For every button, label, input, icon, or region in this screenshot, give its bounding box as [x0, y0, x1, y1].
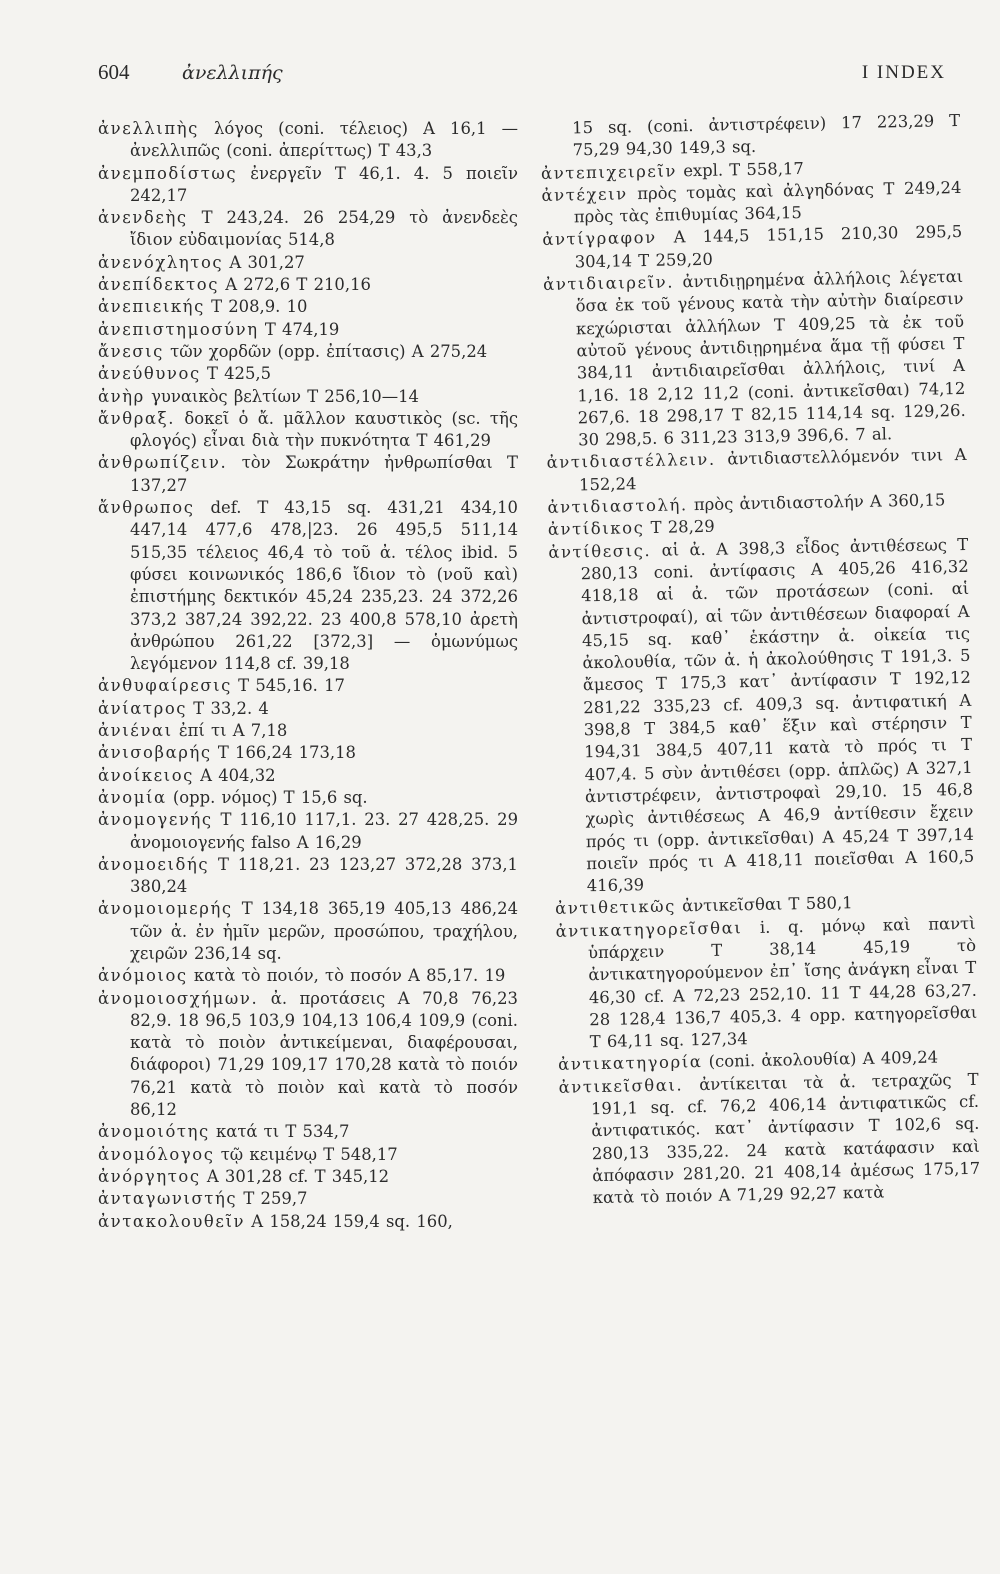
running-head: ἀνελλιπής: [182, 62, 283, 84]
index-headword: ἀνισοβαρής: [98, 743, 212, 763]
index-entry-text: T 134,18 365,19 405,13 486,24 τῶν ἀ. ἐν ἡμῖν μερῶν, προσώπου, τραχήλου, χειρῶν 236,14 sq.: [130, 899, 518, 963]
index-headword: ἀνομοιομερής: [98, 899, 233, 919]
index-headword: ἀντιδιαστολή.: [547, 495, 688, 517]
index-entry: [98, 296, 518, 318]
index-headword: ἀντίθεσις.: [548, 540, 652, 562]
index-headword: ἀνόμοιος: [98, 966, 188, 986]
index-entry-text: ἐνεργεῖν T 46,1. 4. 5 ποιεῖν 242,17: [130, 163, 518, 205]
index-entry-text: τῷ κειμένῳ T 548,17: [214, 1144, 398, 1164]
index-headword: ἄνεσις: [98, 341, 164, 361]
index-entry-text: expl. T 558,17: [676, 158, 804, 180]
index-entry-text: ἀντικεῖσθαι T 580,1: [675, 893, 853, 916]
index-entry-text: ἀντιδιῃρημένα ἀλλήλοις λέγεται ὅσα ἐκ τοῦ γένους κατὰ τὴν αὐτὴν διαίρεσιν κεχώρισται ἀλλήλων T 409,25 τὰ ἐκ τοῦ αὐτοῦ γένους ἀντιδιῃρημένα ἅμα τῇ φύσει T 384,11 ἀντιδιαιρεῖσθαι ἀλλήλοις, τινί A 1,16. 18 2,12 11,2 (coni. ἀντικεῖσθαι) 74,12 267,6. 18 298,17 T 82,15 114,14 sq. 129,26. 30 298,5. 6 311,23 313,9 396,6. 7 al.: [575, 266, 966, 450]
index-entry-text: T 166,24 173,18: [211, 743, 356, 763]
index-entry-text: ἀ. προτάσεις A 70,8 76,23 82,9. 18 96,5 103,9 104,13 106,4 109,9 (coni. κατὰ τὸ ποιὸν ἀντικείμεναι, διαφέρουσαι, διάφοροι) 71,29 109,17 170,28 κατὰ τὸ ποιόν 76,21 κατὰ τὸ ποιὸν καὶ κατὰ τὸ ποσόν 86,12: [130, 988, 518, 1120]
index-entry: [98, 408, 518, 453]
page-number: 604: [98, 60, 130, 84]
index-headword: ἀνενδεὴς: [98, 208, 188, 228]
index-headword: ἄνθραξ.: [98, 408, 176, 428]
index-entry-text: T 28,29: [644, 517, 715, 538]
index-headword: ἀνομοειδής: [98, 854, 210, 874]
index-entry-text: T 545,16. 17: [231, 676, 345, 696]
index-entry: [98, 698, 518, 720]
index-entry: [98, 720, 518, 742]
index-entry: [98, 163, 518, 208]
index-headword: ἀνεπίδεκτος: [98, 275, 220, 295]
index-entry-text: δοκεῖ ὁ ἄ. μᾶλλον καυστικὸς (sc. τῆς φλογός) εἶναι διὰ τὴν πυκνότητα T 461,29: [130, 408, 518, 451]
index-headword: ἀνεμποδίστως: [98, 163, 238, 183]
index-entry: [555, 912, 977, 1054]
index-headword: ἀνελλιπὴς: [98, 119, 199, 138]
index-headword: ἀνοίκειος: [98, 765, 194, 785]
index-entry: [98, 386, 518, 408]
index-entry-text: κατά τι T 534,7: [209, 1122, 350, 1142]
index-headword: ἀνθυφαίρεσις: [98, 676, 232, 696]
index-headword: ἀντίδικος: [547, 518, 645, 540]
index-headword: ἀνενόχλητος: [98, 252, 224, 272]
index-column-right: [540, 110, 981, 1210]
index-entry: [98, 1144, 518, 1166]
index-entry-text: λόγος (coni. τέλειος) A 16,1 — ἀνελλιπῶς (coni. ἀπερίττως) T 43,3: [130, 119, 518, 161]
index-headword: ἀνταγωνιστής: [98, 1189, 238, 1209]
index-column-left: [98, 118, 518, 1233]
index-entry: [98, 988, 518, 1122]
index-entry-text: T 243,24. 26 254,29 τὸ ἀνενδεὲς ἴδιον εὐδαιμονίας 514,8: [130, 208, 518, 250]
index-entry-text: 15 sq. (coni. ἀντιστρέφειν) 17 223,29 T 75,29 94,30 149,3 sq.: [572, 110, 961, 160]
index-entry-text: γυναικὸς βελτίων T 256,10—14: [144, 386, 419, 406]
index-headword: ἀνίατρος: [98, 698, 188, 718]
index-entry: [98, 1211, 518, 1233]
index-entry: [98, 1188, 518, 1210]
index-entry-text: T 208,9. 10: [204, 297, 308, 317]
index-entry-text: ἐπί τι A 7,18: [172, 721, 288, 741]
index-entry: [542, 221, 963, 274]
index-entry-text: A 404,32: [193, 765, 276, 785]
index-entry: [98, 1121, 518, 1143]
index-entry: [98, 787, 518, 809]
section-title: I INDEX: [861, 62, 946, 83]
index-entry-text: T 118,21. 23 123,27 372,28 373,1 380,24: [130, 854, 518, 897]
index-entry-text: (opp. νόμος) T 15,6 sq.: [166, 787, 368, 807]
index-headword: ἀνομία: [98, 787, 167, 807]
index-entry: [541, 177, 962, 230]
index-entry: [558, 1069, 980, 1211]
index-headword: ἀνομόλογος: [98, 1144, 215, 1164]
index-entry: [98, 809, 518, 854]
index-entry: [98, 363, 518, 385]
index-entry-text: A 301,28 cf. T 345,12: [200, 1166, 390, 1186]
index-entry-text: αἱ ἀ. A 398,3 εἶδος ἀντιθέσεως T 280,13 coni. ἀντίφασις A 405,26 416,32 418,18 αἱ ἀ. τῶν προτάσεων (coni. αἱ ἀντιστροφαί), αἱ τῶν ἀντιθέσεων διαφοραί A 45,15 sq. καθ᾽ ἑκάστην ἀ. οἰκεία τις ἀκολουθία, τῶν ἀ. ἡ ἀκολούθησις T 191,3. 5 ἄμεσος T 175,3 κατ᾽ ἀντίφασιν T 192,12 281,22 335,23 cf. 409,3 sq. ἀντιφατική A 398,8 T 384,5 καθ᾽ ἕξιν καὶ στέρησιν T 194,31 384,5 407,11 κατὰ τὸ πρός τι T 407,4. 5 σὺν ἀντιθέσει (opp. ἁπλῶς) A 327,1 ἀντιστρέφειν, ἀντιστροφαὶ 29,10. 15 46,8 χωρὶς ἀντιθέσεως A 46,9 ἀντίθεσιν ἔχειν πρός τι (opp. ἀντικεῖσθαι) A 45,24 T 397,14 ποιεῖν πρός τι A 418,11 ποιεῖσθαι A 160,5 416,39: [580, 534, 975, 896]
index-entry: [98, 675, 518, 697]
index-headword: ἀντικατηγορία: [557, 1052, 703, 1075]
index-headword: ἀντιθετικῶς: [555, 896, 677, 919]
index-headword: ἀνιέναι: [98, 721, 173, 741]
index-entry: [98, 742, 518, 764]
index-entry-text: T 425,5: [200, 364, 272, 384]
index-entry: [98, 765, 518, 787]
index-entry-text: def. T 43,15 sq. 431,21 434,10 447,14 477,6 478,|23. 26 495,5 511,14 515,35 τέλειος 46,4 τὸ τοῦ ἀ. τέλος ibid. 5 φύσει κοινωνικός 186,6 ἴδιον τὸ (νοῦ καὶ) ἐπιστήμης δεκτικόν 45,24 235,23. 24 372,26 373,2 387,24 392,22. 23 400,8 578,10 ἀρετὴ ἀνθρώπου 261,22 [372,3] — ὁμωνύμως λεγόμενον 114,8 cf. 39,18: [130, 498, 518, 674]
index-entry: [546, 444, 967, 497]
index-headword: ἀντιδιαιρεῖν.: [543, 272, 675, 295]
index-entry: [98, 898, 518, 965]
index-entry: [98, 341, 518, 363]
index-entry-text: ἀντίκειται τὰ ἀ. τετραχῶς T 191,1 sq. cf. 76,2 406,14 ἀντιφατικῶς cf. ἀντιφατικός. κατ᾽ ἀντίφασιν T 102,6 sq. 280,13 335,22. 24 κατὰ κατάφασιν καὶ ἀπόφασιν 281,20. 21 408,14 ἀμέσως 175,17 κατὰ τὸ ποιόν A 71,29 92,27 κατὰ: [590, 1069, 981, 1208]
index-entry: [98, 854, 518, 899]
index-headword: ἀνομογενής: [98, 810, 213, 830]
index-entry: [98, 252, 518, 274]
index-entry-text: i. q. μόνῳ καὶ παντὶ ὑπάρχειν T 38,14 45,19 τὸ ἀντικατηγορούμενον ἐπ᾽ ἴσης ἀνάγκη εἶναι T 46,30 cf. A 72,23 252,10. 11 T 44,28 63,27. 28 128,4 136,7 405,3. 4 opp. κατηγορεῖσθαι T 64,11 sq. 127,34: [587, 913, 978, 1052]
index-headword: ἀντικατηγορεῖσθαι: [555, 917, 743, 941]
index-headword: ἀντακολουθεῖν: [98, 1211, 246, 1231]
index-entry: [98, 497, 518, 675]
index-entry-text: T 116,10 117,1. 23. 27 428,25. 29 ἀνομοιογενής falso A 16,29: [130, 810, 518, 852]
index-headword: ἀνομοιοσχήμων.: [98, 988, 259, 1008]
page-header: [98, 60, 946, 94]
index-entry-text: A 301,27: [223, 252, 305, 272]
index-entry: [98, 1166, 518, 1188]
index-entry-text: τῶν χορδῶν (opp. ἐπίτασις) A 275,24: [163, 341, 488, 361]
index-headword: ἀνόργητος: [98, 1166, 201, 1186]
index-headword: ἀντιδιαστέλλειν.: [546, 450, 716, 473]
index-entry-text: ἀντιδιαστελλόμενόν τινι A 152,24: [578, 445, 967, 495]
index-entry-text: T 259,7: [237, 1189, 308, 1209]
index-headword: ἀντέχειν: [541, 184, 628, 205]
index-headword: ἀνεπιεικής: [98, 297, 205, 317]
index-entry-text: (coni. ἀκολουθία) A 409,24: [702, 1048, 939, 1072]
index-entry: [543, 266, 966, 452]
index-headword: ἀντικεῖσθαι.: [558, 1075, 684, 1097]
index-entry: [98, 319, 518, 341]
index-entry: [98, 207, 518, 252]
index-entry-text: T 33,2. 4: [187, 698, 269, 718]
index-entry: [98, 274, 518, 296]
index-headword: ἀνεπιστημοσύνη: [98, 319, 259, 339]
index-entry-text: T 474,19: [258, 319, 340, 339]
index-entry-text: πρὸς τομὰς καὶ ἀλγηδόνας T 249,24 πρὸς τὰς ἐπιθυμίας 364,15: [573, 177, 962, 227]
index-headword: ἄνθρωπος: [98, 498, 195, 518]
index-headword: ἀνομοιότης: [98, 1122, 210, 1142]
index-entry-text: κατὰ τὸ ποιόν, τὸ ποσόν A 85,17. 19: [187, 966, 506, 986]
index-entry: [98, 118, 518, 163]
index-entry: [98, 452, 518, 497]
index-entry-text: A 272,6 T 210,16: [219, 275, 371, 295]
index-entry: [548, 533, 975, 898]
index-entry: [540, 110, 961, 163]
index-entry-text: πρὸς ἀντιδιαστολήν A 360,15: [687, 490, 946, 515]
index-headword: ἀνθρωπίζειν.: [98, 453, 228, 473]
index-headword: ἀντίγραφον: [542, 228, 657, 250]
index-headword: ἀνὴρ: [98, 386, 145, 406]
index-entry-text: A 144,5 151,15 210,30 295,5 304,14 T 259,20: [574, 222, 963, 272]
index-entry-text: τὸν Σωκράτην ἠνθρωπίσθαι T 137,27: [130, 453, 518, 495]
index-headword: ἀντεπιχειρεῖν: [540, 160, 678, 183]
index-entry: [98, 965, 518, 987]
index-headword: ἀνεύθυνος: [98, 364, 201, 384]
index-entry-text: A 158,24 159,4 sq. 160,: [245, 1211, 453, 1231]
